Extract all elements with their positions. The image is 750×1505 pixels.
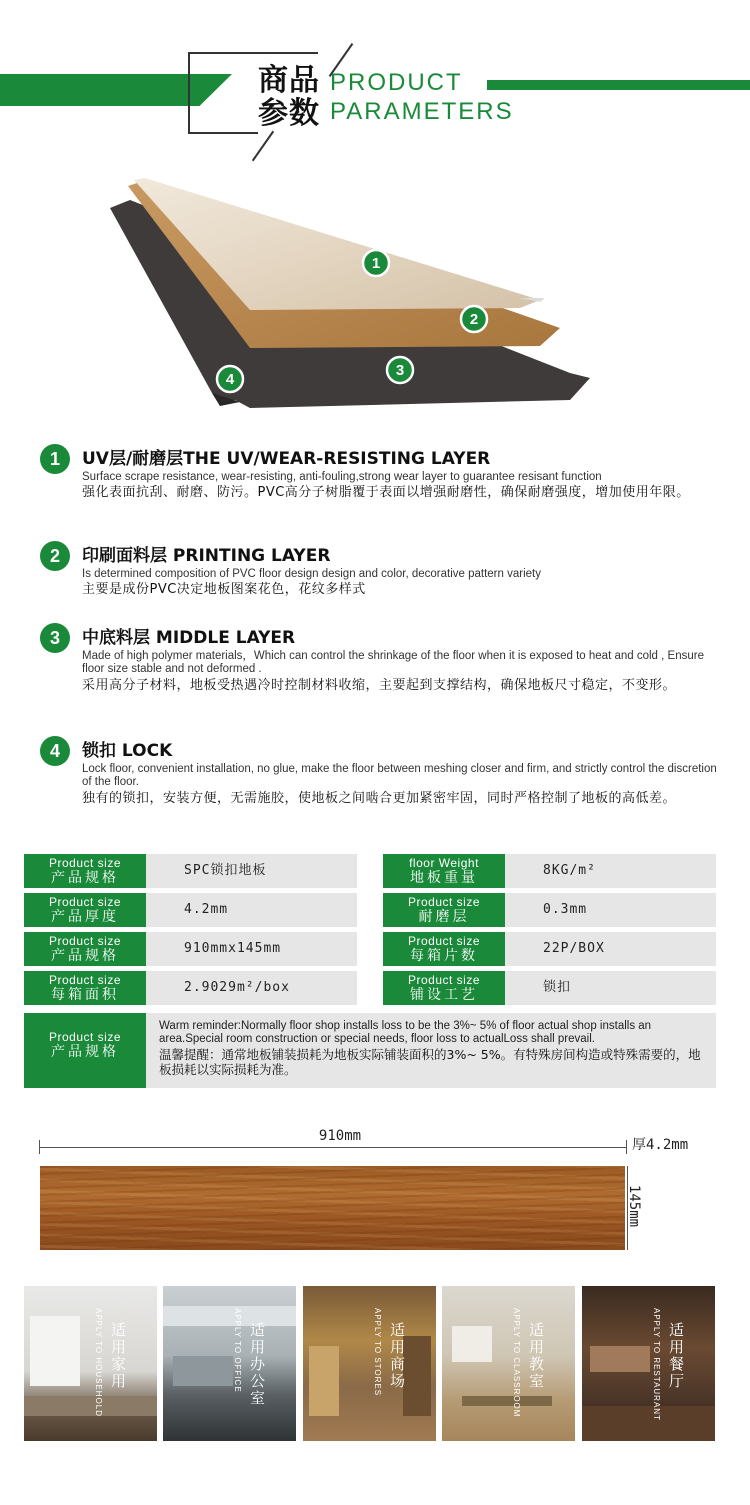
photo-detail	[452, 1326, 492, 1362]
feature-number: 4	[40, 736, 70, 766]
feature-desc-en: Lock floor, convenient installation, no glue, make the floor between meshing closer and firm, and strictly control the discretion of the floor.	[82, 763, 717, 788]
spec-label: floor Weight 地板重量	[383, 854, 505, 888]
spec-row	[24, 893, 357, 927]
spec-row	[383, 971, 716, 1005]
application-label-en: APPLY TO HOUSEHOLD	[94, 1308, 103, 1417]
spec-label: Product size 每箱片数	[383, 932, 505, 966]
photo-detail	[590, 1346, 650, 1372]
layer-badges	[0, 0, 750, 420]
spec-label: Product size 产品规格	[24, 1013, 146, 1088]
photo-detail	[173, 1356, 233, 1386]
photo-detail	[462, 1396, 552, 1406]
header-title-cn-line2: 参数	[258, 96, 320, 131]
header-title-en-line2: PARAMETERS	[330, 98, 514, 125]
feature-desc-en: Is determined composition of PVC floor design design and color, decorative pattern variety	[82, 568, 541, 580]
layer-badge-3	[387, 357, 413, 383]
spec-row	[383, 854, 716, 888]
application-label-en: APPLY TO OFFICE	[233, 1308, 242, 1393]
spec-row	[383, 932, 716, 966]
application-label-cn: 适用商场	[388, 1322, 406, 1390]
feature-title: UV层/耐磨层THE UV/WEAR-RESISTING LAYER	[82, 449, 491, 469]
spec-value: 22P/BOX	[505, 932, 716, 966]
photo-detail	[24, 1396, 157, 1416]
feature-title: 中底料层 MIDDLE LAYER	[82, 628, 296, 648]
spec-label: Product size 产品规格	[24, 932, 146, 966]
dimension-thickness-label: 厚4.2mm	[632, 1137, 689, 1153]
feature-desc-cn: 独有的锁扣，安装方便，无需施胶，使地板之间啮合更加紧密牢固，同时严格控制了地板的高低差。	[82, 791, 677, 806]
spec-label: Product size 产品规格	[24, 854, 146, 888]
feature-desc-en: Surface scrape resistance, wear-resisting, anti-fouling,strong wear layer to guarantee resisant function	[82, 471, 602, 483]
feature-desc-cn: 主要是成份PVC决定地板图案花色，花纹多样式	[82, 582, 366, 597]
application-photo-stores	[303, 1286, 436, 1441]
svg-text:1: 1	[371, 255, 381, 272]
photo-detail	[582, 1406, 715, 1441]
spec-value: 4.2mm	[146, 893, 357, 927]
application-label-cn: 适用办公室	[248, 1322, 266, 1407]
spec-value: 0.3mm	[505, 893, 716, 927]
feature-desc-en: Made of high polymer materials，Which can control the shrinkage of the floor when it is exposed to heat and cold , Ensure floor size stable and not deformed .	[82, 650, 704, 675]
photo-detail	[30, 1316, 80, 1386]
application-label-en: APPLY TO RESTAURANT	[652, 1308, 661, 1421]
application-label-en: APPLY TO STORES	[373, 1308, 382, 1397]
feature-number: 1	[40, 444, 70, 474]
application-label-en: APPLY TO CLASSROOM	[512, 1308, 521, 1418]
spec-row	[24, 932, 357, 966]
layer-badge-4	[217, 366, 243, 392]
spec-row	[383, 893, 716, 927]
wood-plank-sample	[40, 1166, 625, 1250]
svg-text:4: 4	[225, 371, 235, 388]
spec-value: 8KG/m²	[505, 854, 716, 888]
header-title-en-line1: PRODUCT	[330, 69, 463, 96]
note-text-cn: 温馨提醒：通常地板铺装损耗为地板实际铺装面积的3%~ 5%。有特殊房间构造或特殊需要的，地板损耗以实际损耗为准。	[159, 1047, 701, 1077]
photo-detail	[403, 1336, 431, 1416]
feature-number: 3	[40, 623, 70, 653]
spec-row	[24, 854, 357, 888]
dimension-tick-right	[626, 1140, 627, 1154]
application-photo-restaurant	[582, 1286, 715, 1441]
layer-badge-1	[363, 250, 389, 276]
spec-value: 2.9029m²/box	[146, 971, 357, 1005]
spec-value: 锁扣	[505, 971, 716, 1005]
dimension-width-line	[40, 1147, 626, 1148]
svg-text:3: 3	[395, 362, 405, 379]
feature-desc-cn: 采用高分子材料，地板受热遇冷时控制材料收缩，主要起到支撑结构，确保地板尺寸稳定，不变形。	[82, 678, 677, 693]
dimension-width-label: 910mm	[318, 1128, 362, 1144]
photo-detail	[309, 1346, 339, 1416]
spec-label: Product size 产品厚度	[24, 893, 146, 927]
feature-number: 2	[40, 541, 70, 571]
spec-value: 910mmx145mm	[146, 932, 357, 966]
feature-desc-cn: 强化表面抗刮、耐磨、防污。PVC高分子树脂覆于表面以增强耐磨性，确保耐磨强度，增加使用年限。	[82, 485, 690, 500]
spec-value: SPC锁扣地板	[146, 854, 357, 888]
spec-note-row	[24, 1013, 716, 1088]
dimension-height-label: 145mm	[626, 1184, 642, 1228]
application-photo-household	[24, 1286, 157, 1441]
application-photo-classroom	[442, 1286, 575, 1441]
header-title-cn-line1: 商品	[258, 63, 320, 98]
spec-row	[24, 971, 357, 1005]
note-text-en: Warm reminder:Normally floor shop installs loss to be the 3%~ 5% of floor actual shop installs an area.Special room construction or special needs, floor loss to actualLoss shall prevail.	[159, 1020, 652, 1045]
spec-label: Product size 铺设工艺	[383, 971, 505, 1005]
spec-label: Product size 耐磨层	[383, 893, 505, 927]
application-label-cn: 适用餐厅	[667, 1322, 685, 1390]
feature-title: 印刷面料层 PRINTING LAYER	[82, 546, 331, 566]
application-label-cn: 适用教室	[527, 1322, 545, 1390]
feature-title: 锁扣 LOCK	[82, 741, 173, 761]
photo-detail	[163, 1306, 296, 1326]
svg-text:2: 2	[469, 311, 479, 328]
layer-badge-2	[461, 306, 487, 332]
spec-label: Product size 每箱面积	[24, 971, 146, 1005]
application-label-cn: 适用家用	[109, 1322, 127, 1390]
application-photo-office	[163, 1286, 296, 1441]
